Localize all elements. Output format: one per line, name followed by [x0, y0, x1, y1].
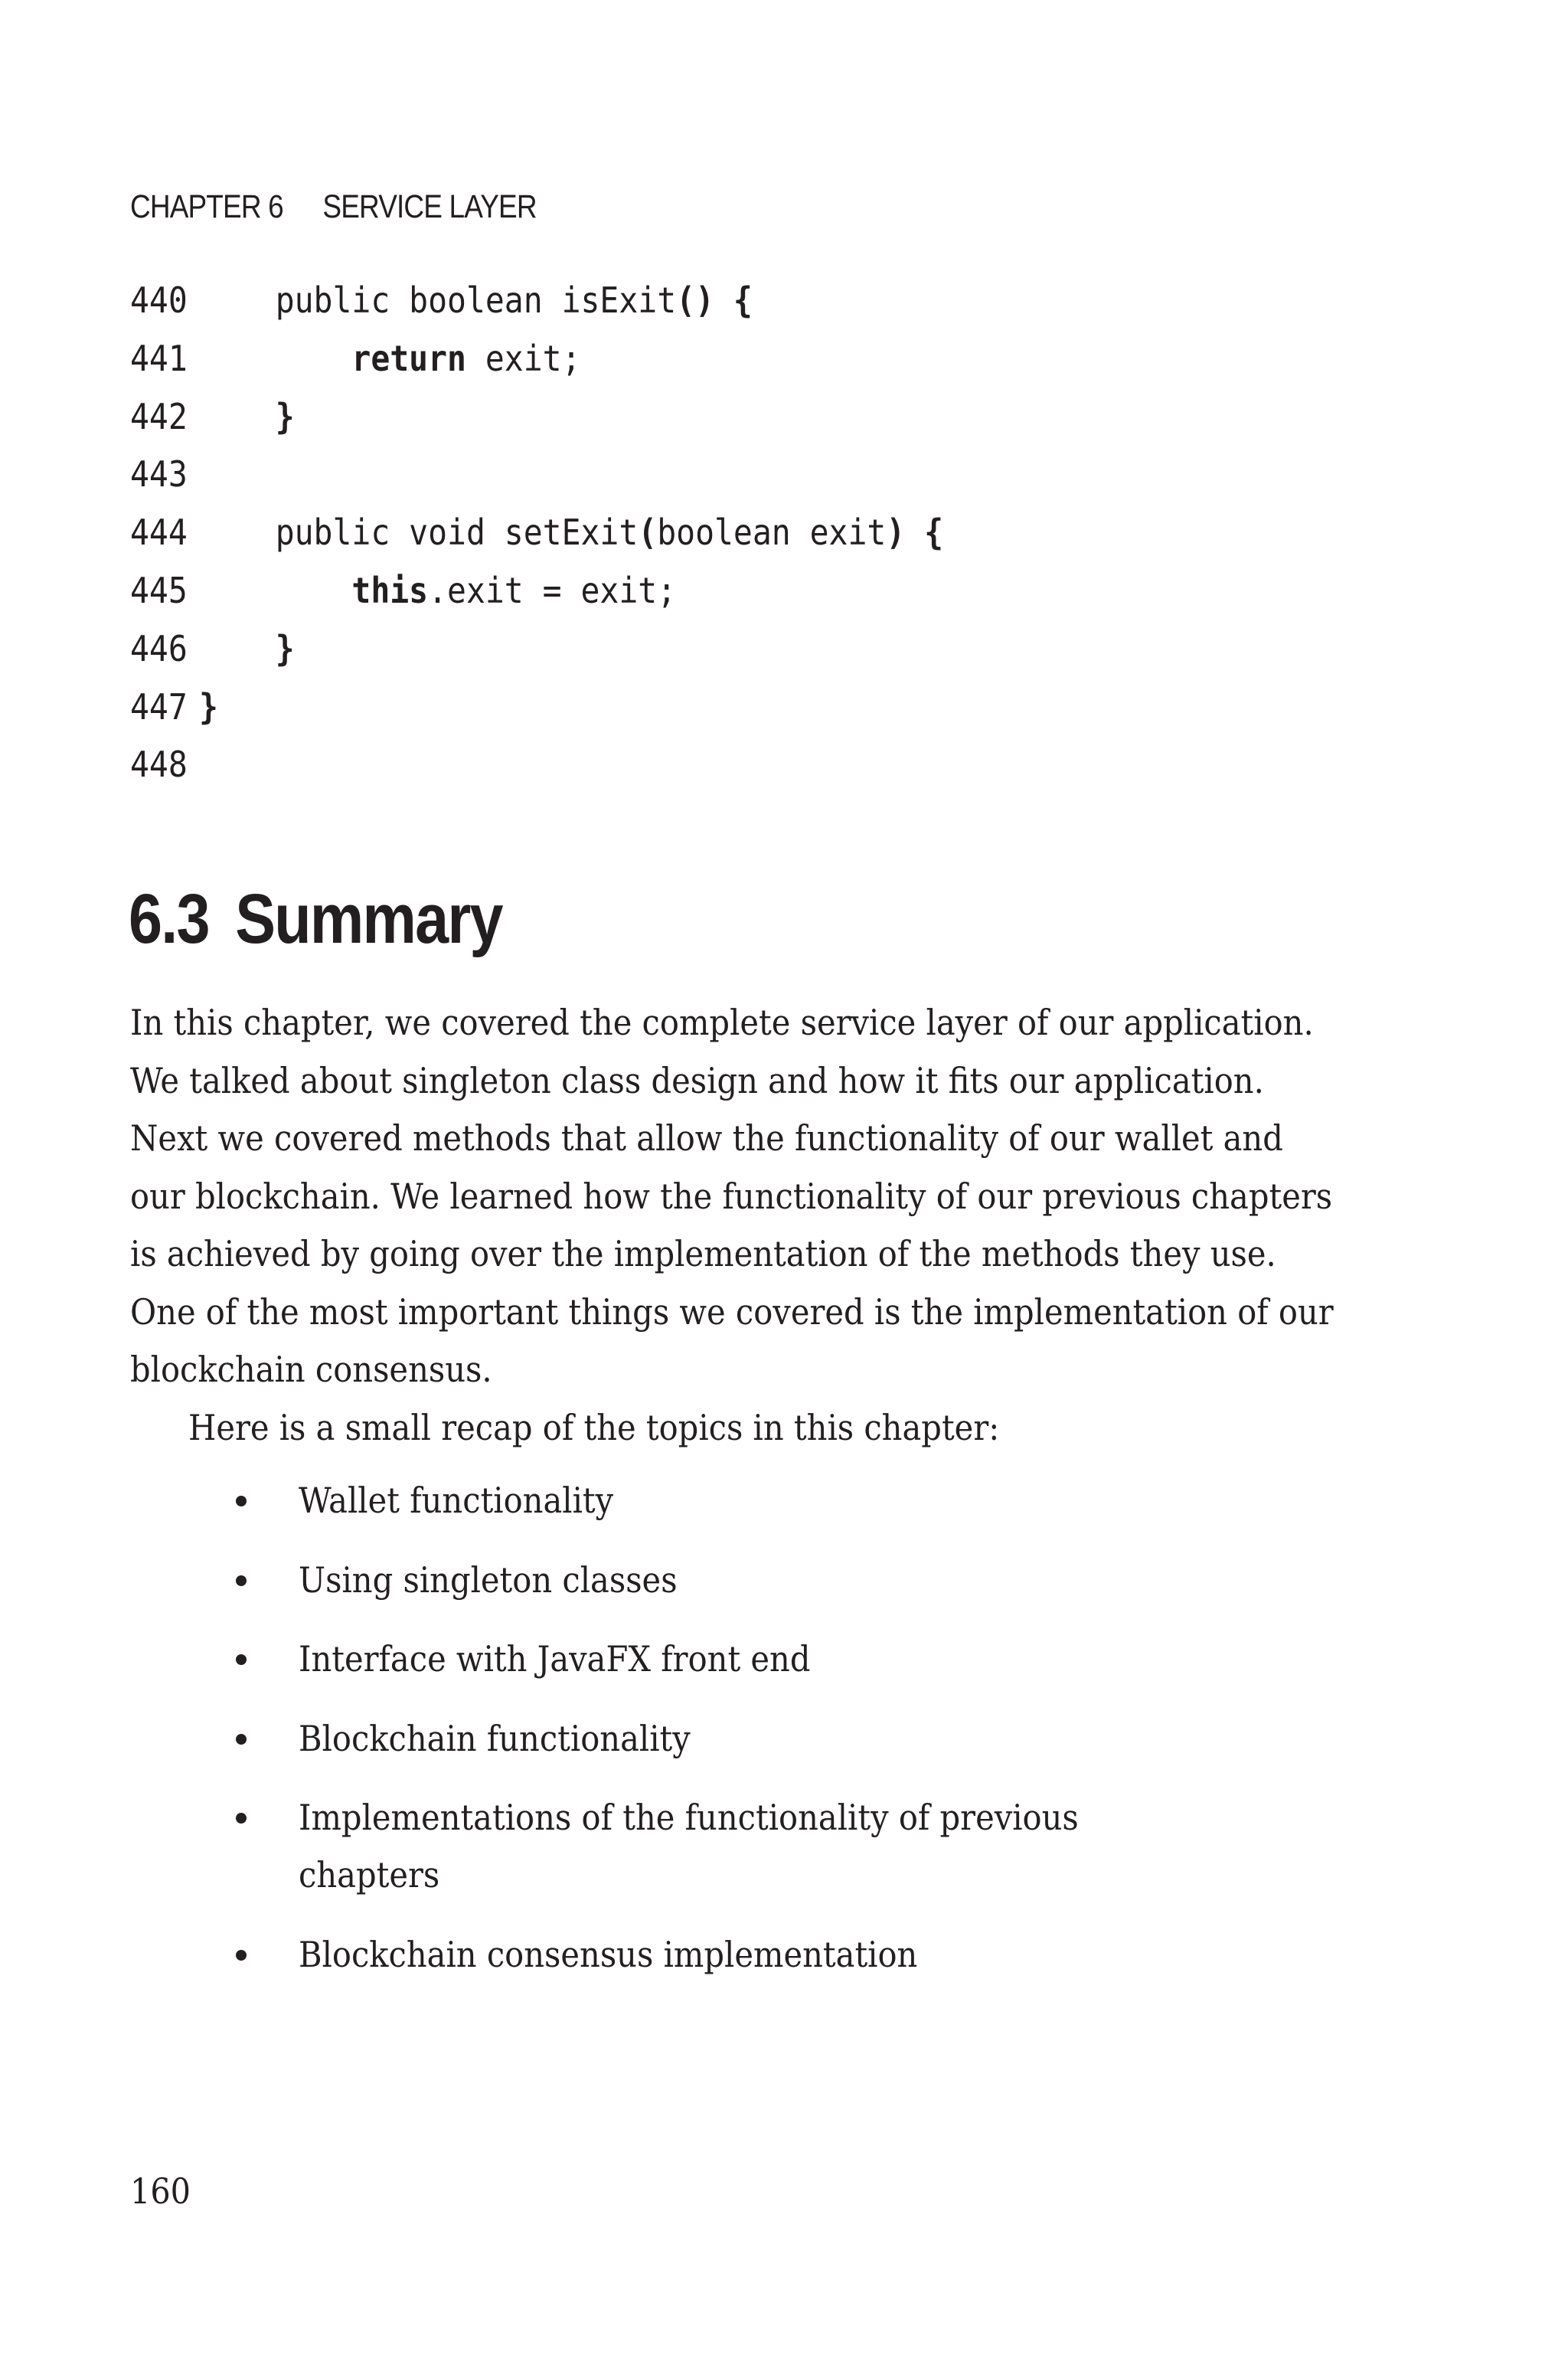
- code-token: }: [199, 685, 218, 728]
- summary-paragraph: [130, 994, 1447, 1457]
- section-heading: [129, 879, 502, 960]
- code-token: public void setExit: [199, 512, 639, 554]
- paragraph-line: is achieved by going over the implementation of the methods they use.: [130, 1233, 1276, 1274]
- code-line: [130, 388, 1026, 446]
- recap-list-item: [130, 1472, 1161, 1529]
- code-token: [199, 396, 276, 437]
- code-line: [130, 736, 1026, 794]
- running-head: [130, 188, 537, 226]
- code-line: [130, 446, 1026, 504]
- line-number: 447: [130, 685, 188, 728]
- recap-list-item: [130, 1926, 1161, 1984]
- recap-list-item: [130, 1552, 1161, 1609]
- paragraph-line: We talked about singleton class design and how it fits our application.: [130, 1059, 1264, 1101]
- code-token: ) {: [886, 512, 944, 554]
- code-text: [199, 562, 676, 620]
- line-number: 440: [130, 280, 188, 321]
- recap-list-item-text: Blockchain functionality: [299, 1717, 691, 1759]
- code-token: public boolean isExit: [199, 280, 677, 321]
- code-token: this: [351, 569, 429, 611]
- recap-list-item-text: Blockchain consensus implementation: [299, 1933, 918, 1975]
- bullet-icon: [236, 1575, 247, 1586]
- running-head-chapter: CHAPTER 6: [130, 188, 283, 225]
- code-listing: [130, 272, 1026, 794]
- bullet-icon: [236, 1654, 247, 1665]
- line-number: 444: [130, 512, 188, 554]
- recap-list-item-text: Implementations of the functionality of previous: [299, 1797, 1079, 1838]
- code-line: [130, 272, 1026, 330]
- bullet-icon: [236, 1734, 247, 1745]
- code-token: boolean exit: [657, 512, 887, 554]
- paragraph-line: In this chapter, we covered the complete service layer of our application.: [130, 1002, 1314, 1043]
- code-line: [130, 679, 1026, 737]
- code-token: (: [638, 512, 658, 554]
- bullet-icon: [236, 1950, 247, 1961]
- code-token: .exit = exit;: [428, 569, 677, 611]
- code-text: [199, 620, 295, 679]
- bullet-icon: [236, 1496, 247, 1506]
- recap-list-item: [130, 1710, 1161, 1768]
- code-text: [199, 330, 581, 388]
- code-token: exit;: [466, 337, 581, 379]
- code-text: [199, 272, 753, 330]
- code-text: [199, 504, 943, 562]
- code-token: [199, 570, 351, 611]
- paragraph-line: our blockchain. We learned how the functionality of our previous chapters: [130, 1175, 1333, 1217]
- line-number: 441: [130, 337, 188, 379]
- line-number: 442: [130, 395, 188, 437]
- code-token: }: [275, 395, 295, 437]
- bullet-icon: [236, 1813, 247, 1824]
- recap-list-item-text: Wallet functionality: [299, 1480, 614, 1521]
- paragraph-line: One of the most important things we covered is the implementation of our: [130, 1290, 1334, 1333]
- line-number: 448: [130, 744, 188, 786]
- code-line: [130, 330, 1026, 388]
- line-number: 445: [130, 569, 188, 611]
- code-line: [130, 620, 1026, 679]
- running-head-section: SERVICE LAYER: [322, 188, 537, 225]
- code-token: () {: [676, 280, 753, 321]
- recap-list-item-text: Using singleton classes: [299, 1559, 678, 1601]
- line-number: 443: [130, 453, 188, 496]
- line-number: 446: [130, 627, 188, 669]
- code-text: [199, 388, 295, 446]
- code-token: }: [275, 627, 295, 669]
- code-text: [199, 679, 218, 737]
- code-token: [199, 628, 276, 669]
- recap-list-item-text: Interface with JavaFX front end: [299, 1638, 811, 1680]
- section-number: 6.3: [129, 880, 209, 958]
- recap-list-item: [130, 1789, 1161, 1904]
- recap-intro: Here is a small recap of the topics in this chapter:: [188, 1406, 1000, 1448]
- paragraph-line: Next we covered methods that allow the functionality of our wallet and: [130, 1117, 1283, 1159]
- recap-list: [130, 1472, 1161, 2005]
- code-token: return: [351, 337, 466, 379]
- code-line: [130, 504, 1026, 562]
- code-line: [130, 562, 1026, 620]
- paragraph-line: blockchain consensus.: [130, 1349, 492, 1390]
- code-token: [199, 338, 351, 379]
- page-number: 160: [130, 2170, 191, 2212]
- recap-list-item: [130, 1631, 1161, 1688]
- recap-list-item-text: chapters: [299, 1854, 440, 1896]
- section-title: Summary: [235, 880, 502, 958]
